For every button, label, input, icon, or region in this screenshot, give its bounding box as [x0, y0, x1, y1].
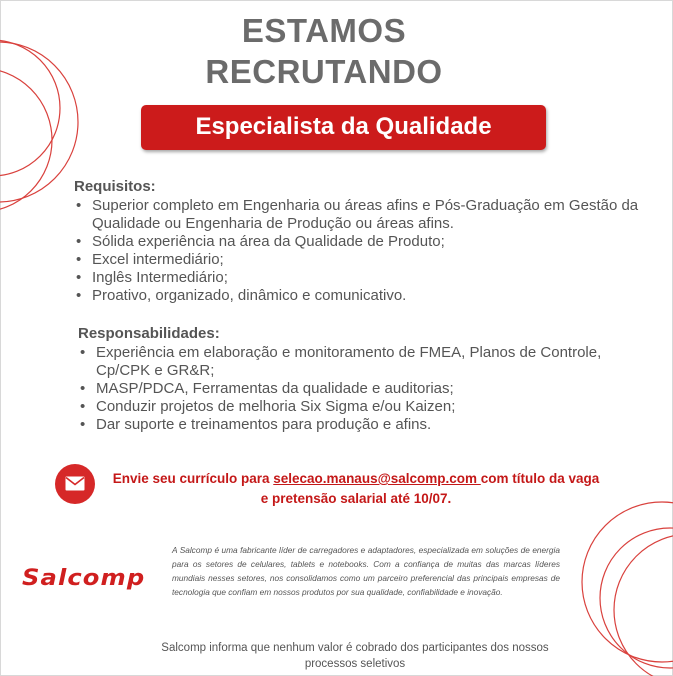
requirements-list: [74, 197, 644, 305]
apply-suffix: com título da vaga: [480, 471, 600, 486]
list-item: • Excel intermediário;: [74, 251, 644, 269]
apply-prefix: Envie seu currículo para: [112, 471, 274, 486]
apply-line-2: e pretensão salarial até 10/07.: [260, 491, 452, 506]
email-link[interactable]: selecao.manaus@salcomp.com: [273, 471, 481, 486]
requirements-section: [74, 178, 644, 305]
responsibilities-section: [78, 325, 638, 434]
responsibilities-heading: Responsabilidades:: [78, 325, 220, 342]
list-item: • Experiência em elaboração e monitoramento de FMEA, Planos de Controle, Cp/CPK e GR&R;: [78, 344, 638, 380]
list-item: • Proativo, organizado, dinâmico e comunicativo.: [74, 287, 644, 305]
salcomp-logo: Salcomp: [22, 566, 146, 591]
list-item: • Sólida experiência na área da Qualidade de Produto;: [74, 233, 644, 251]
list-item: • MASP/PDCA, Ferramentas da qualidade e auditorias;: [78, 380, 638, 398]
responsibilities-list: [78, 344, 638, 434]
apply-instructions: [100, 469, 612, 509]
apply-line-1: [100, 469, 612, 489]
headline-line-1: ESTAMOS: [241, 12, 407, 49]
list-item: • Conduzir projetos de melhoria Six Sigma e/ou Kaizen;: [78, 398, 638, 416]
list-item: • Superior completo em Engenharia ou áreas afins e Pós-Graduação em Gestão da Qualidade ou Engenharia de Produção ou áreas afins.: [74, 197, 644, 233]
requirements-heading: Requisitos:: [74, 178, 156, 195]
list-item: • Inglês Intermediário;: [74, 269, 644, 287]
list-item: • Dar suporte e treinamentos para produção e afins.: [78, 416, 638, 434]
job-title-banner: Especialista da Qualidade: [141, 105, 546, 150]
company-about: A Salcomp é uma fabricante líder de carregadores e adaptadores, especializada em soluções de energia para os setores de celulares, tablets e notebooks. Com a confiança de muitas das marcas líderes mundiais nesses setores, nos consolidamos como um parceiro preferencial das principais empresas de tecnologia que confiam em nossos produtos por sua qualidade, confiabilidade e inovação.: [172, 545, 560, 597]
headline-line-2: RECRUTANDO: [205, 53, 443, 90]
mail-icon: [55, 464, 95, 504]
disclaimer: Salcomp informa que nenhum valor é cobrado dos participantes dos nossos processos seletivos: [161, 642, 549, 670]
